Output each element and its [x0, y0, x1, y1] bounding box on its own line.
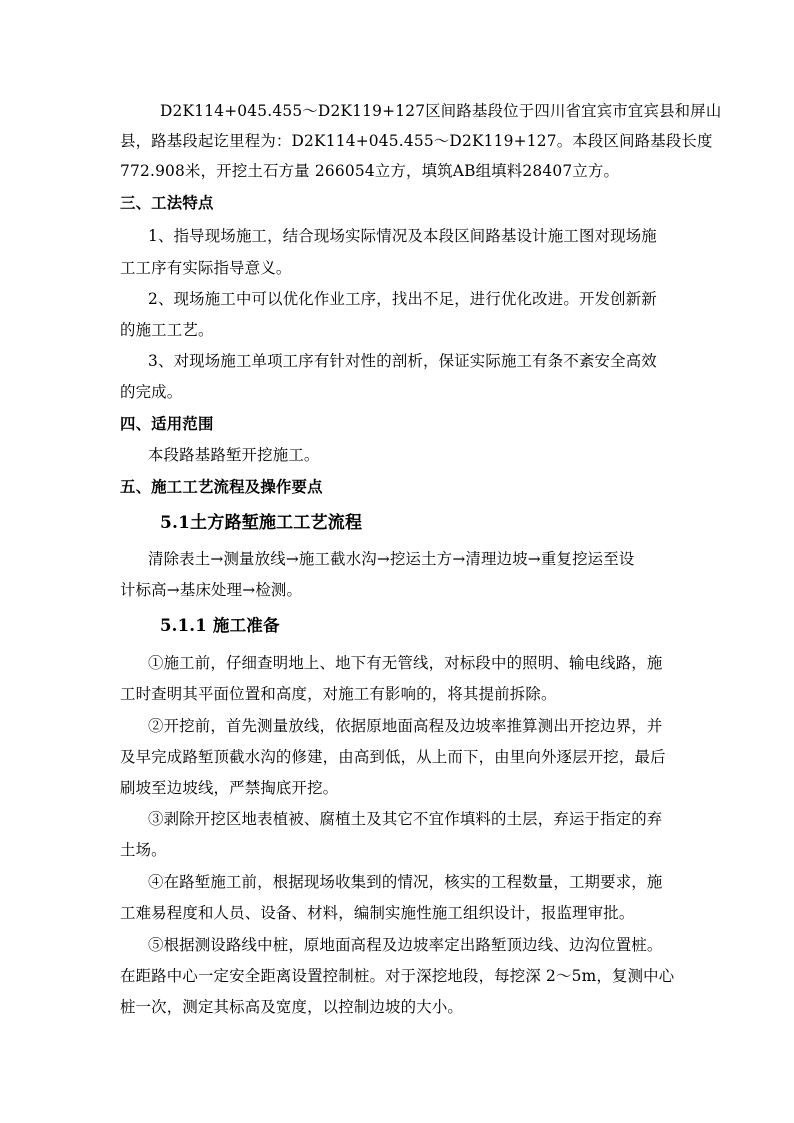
intro-line-1: D2K114+045.455～D2K119+127区间路基段位于四川省宜宾市宜宾县和屏山 [160, 102, 722, 120]
prep-item-2-line-3: 刷坡至边坡线，严禁掏底开挖。 [120, 779, 339, 797]
section-4-paragraph: 本段路基路堑开挖施工。 [148, 446, 320, 464]
section-5-1-heading: 5.1土方路堑施工工艺流程 [160, 513, 363, 533]
section-3-item-3-line-1: 3、对现场施工单项工序有针对性的剖析，保证实际施工有条不紊安全高效 [148, 352, 657, 370]
intro-line-3: 772.908米，开挖土石方量 266054立方，填筑AB组填料28407立方。 [120, 162, 620, 180]
prep-item-4-line-1: ④在路堑施工前，根据现场收集到的情况，核实的工程数量，工期要求，施 [148, 873, 663, 891]
prep-item-5-line-1: ⑤根据测设路线中桩，原地面高程及边坡率定出路堑顶边线、边沟位置桩。 [148, 936, 663, 954]
section-3-heading: 三、工法特点 [120, 194, 214, 212]
section-3-item-2-line-2: 的施工工艺。 [120, 321, 214, 339]
section-3-item-1-line-1: 1、指导现场施工，结合现场实际情况及本段区间路基设计施工图对现场施 [148, 227, 657, 245]
prep-item-3-line-1: ③剥除开挖区地表植被、腐植土及其它不宜作填料的土层，弃运于指定的弃 [148, 810, 663, 828]
prep-item-5-line-2: 在距路中心一定安全距离设置控制桩。对于深挖地段，每挖深 2～5m，复测中心 [120, 967, 675, 985]
section-5-1-1-heading: 5.1.1 施工准备 [160, 616, 280, 635]
section-5-1-flow-line-1: 清除表土→测量放线→施工截水沟→挖运土方→清理边坡→重复挖运至设 [148, 550, 635, 568]
prep-item-3-line-2: 土场。 [120, 841, 167, 859]
prep-item-5-line-3: 桩一次，测定其标高及宽度，以控制边坡的大小。 [120, 998, 463, 1016]
section-5-heading: 五、施工工艺流程及操作要点 [120, 478, 323, 496]
section-4-heading: 四、适用范围 [120, 415, 214, 433]
section-3-item-3-line-2: 的完成。 [120, 383, 183, 401]
intro-line-2: 县，路基段起讫里程为：D2K114+045.455～D2K119+127。本段区间路基段长度 [120, 132, 713, 150]
prep-item-1-line-2: 工时查明其平面位置和高度，对施工有影响的，将其提前拆除。 [120, 685, 557, 703]
prep-item-2-line-1: ②开挖前，首先测量放线，依据原地面高程及边坡率推算测出开挖边界，并 [148, 717, 663, 735]
section-5-1-flow-line-2: 计标高→基床处理→检测。 [120, 581, 303, 599]
prep-item-4-line-2: 工难易程度和人员、设备、材料，编制实施性施工组织设计，报监理审批。 [120, 904, 635, 922]
prep-item-1-line-1: ①施工前，仔细查明地上、地下有无管线，对标段中的照明、输电线路，施 [148, 654, 663, 672]
section-3-item-2-line-1: 2、现场施工中可以优化作业工序，找出不足，进行优化改进。开发创新新 [148, 290, 657, 308]
section-3-item-1-line-2: 工工序有实际指导意义。 [120, 259, 292, 277]
prep-item-2-line-2: 及早完成路堑顶截水沟的修建，由高到低，从上而下，由里向外逐层开挖，最后 [120, 748, 666, 766]
